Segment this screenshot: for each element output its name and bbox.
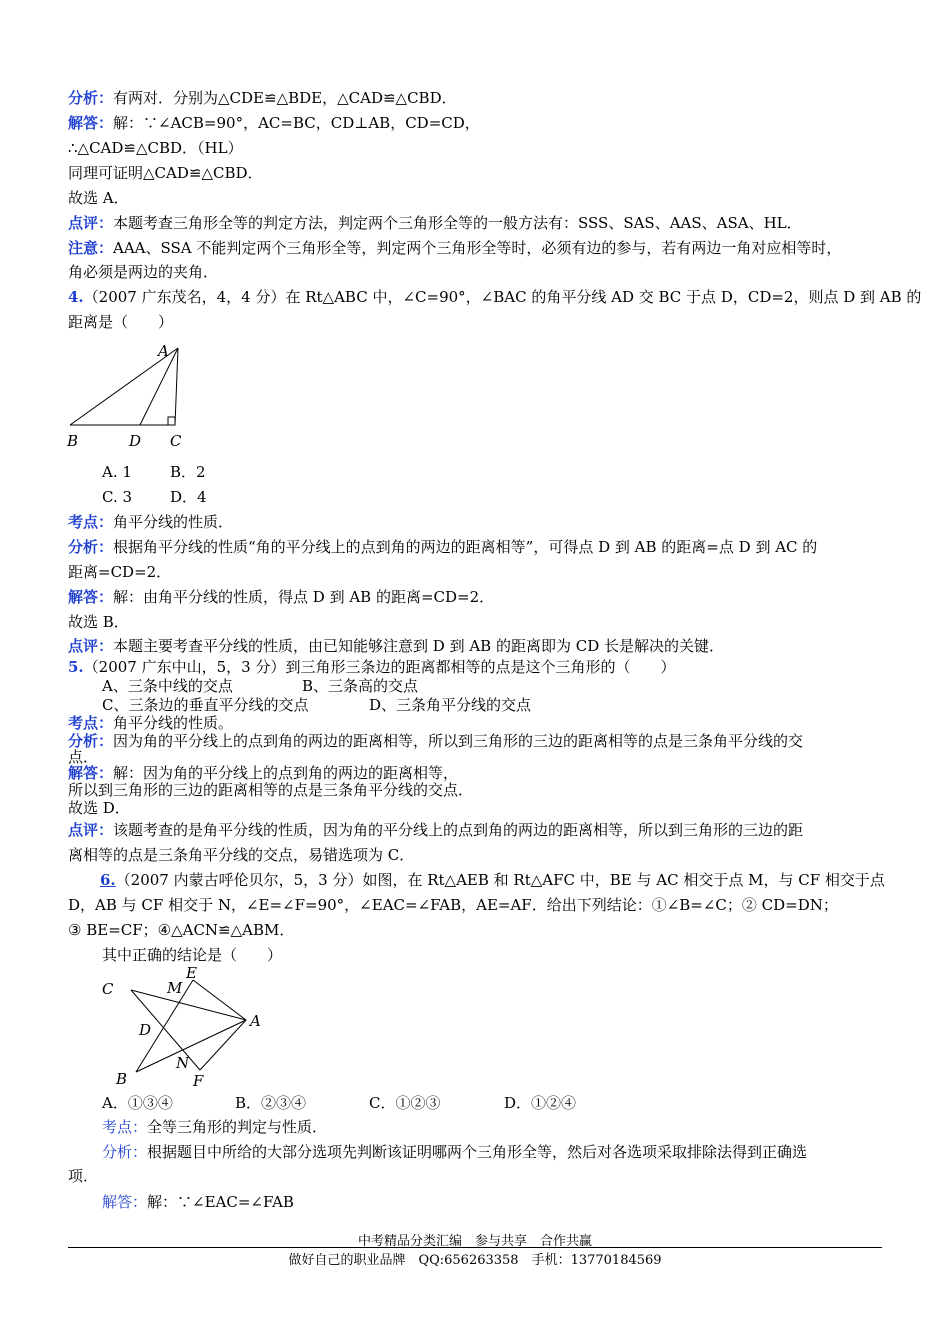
label: 点评： <box>68 214 114 232</box>
q6-stem <box>100 870 885 890</box>
label-d: D <box>129 432 142 450</box>
label: 分析： <box>68 89 114 107</box>
label: 解答： <box>68 764 114 782</box>
text: 项． <box>68 1167 99 1185</box>
label: 解答： <box>102 1193 148 1211</box>
text: 因为角的平分线上的点到角的两边的距离相等，所以到三角形的三边的距离相等的点是三条角平分线的交 <box>113 732 804 750</box>
q5-guxuan <box>68 798 130 818</box>
q4-text-2: 距离是（ ） <box>68 313 174 331</box>
label-n: N <box>176 1054 190 1072</box>
label-d: D <box>139 1021 152 1039</box>
q4-option-d: D．4 <box>170 488 207 506</box>
text: 全等三角形的判定与性质． <box>147 1118 328 1136</box>
q6-kaodian <box>102 1117 327 1137</box>
label-c: C <box>102 980 114 998</box>
q6-stem-2 <box>68 895 838 915</box>
q5-option-a: A、三条中线的交点 <box>102 677 233 695</box>
text: 解：∵∠EAC=∠FAB <box>147 1193 294 1211</box>
q4-option-c: C. 3 <box>102 488 133 506</box>
q5-stem <box>68 657 675 677</box>
q5-dianping-2 <box>68 845 414 865</box>
text: 有两对．分别为△CDE≌△BDE，△CAD≌△CBD． <box>113 89 457 107</box>
text-line <box>68 163 263 183</box>
q5-option-d: D、三条角平分线的交点 <box>369 696 532 714</box>
text: 角必须是两边的夹角． <box>68 263 219 281</box>
label: 分析： <box>68 538 114 556</box>
q6-stem-3 <box>68 920 294 940</box>
label: 解答： <box>68 114 114 132</box>
label-b: B <box>67 432 79 450</box>
comment-line <box>68 213 802 233</box>
q6-fenxi-2 <box>68 1166 98 1186</box>
text: ③ BE=CF；④△ACN≌△ABM． <box>68 921 295 939</box>
q4-option-a: A. 1 <box>102 463 132 481</box>
q5-kaodian <box>68 713 233 733</box>
text: ∴△CAD≌△CBD．（HL） <box>68 139 243 157</box>
analysis-line <box>68 88 457 108</box>
q6-text: （2007 内蒙古呼伦贝尔，5，3 分）如图，在 Rt△AEB 和 Rt△AFC 中，BE 与 AC 相交于点 M，与 CF 相交于点 <box>115 871 885 889</box>
note-line <box>68 238 841 258</box>
q6-number: 6. <box>100 871 116 889</box>
q5-dianping <box>68 820 803 840</box>
q6-option-d: D．①②④ <box>504 1094 577 1112</box>
q4-option-b: B．2 <box>170 463 206 481</box>
label: 点评： <box>68 821 114 839</box>
q5-number: 5. <box>68 658 84 676</box>
q6-option-c: C．①②③ <box>369 1094 441 1112</box>
text: 解：由角平分线的性质，得点 D 到 AB 的距离=CD=2． <box>113 588 495 606</box>
label: 考点： <box>102 1118 148 1136</box>
text-line <box>68 138 243 158</box>
q6-option-a: A．①③④ <box>102 1094 173 1112</box>
q6-jieda <box>102 1192 294 1212</box>
q4-kaodian <box>68 512 233 532</box>
text: 所以到三角形的三边的距离相等的点是三条角平分线的交点． <box>68 781 474 799</box>
label: 解答： <box>68 588 114 606</box>
label: 点评： <box>68 637 114 655</box>
q4-jieda <box>68 587 494 607</box>
q6-option-b: B．②③④ <box>235 1094 307 1112</box>
footer-slogan: 中考精品分类汇编 参与共享 合作共赢 <box>357 1234 592 1249</box>
label-b: B <box>116 1070 128 1088</box>
text: AAA、SSA 不能判定两个三角形全等，判定两个三角形全等时，必须有边的参与，若有两边一角对应相等时， <box>113 239 842 257</box>
text: 角平分线的性质． <box>113 513 234 531</box>
label-a: A <box>250 1012 261 1030</box>
text-line <box>68 262 218 282</box>
label-f: F <box>193 1072 204 1090</box>
q4-figure <box>62 340 202 452</box>
label-m: M <box>167 979 183 997</box>
q4-number: 4. <box>68 288 84 306</box>
answer-line <box>68 113 480 133</box>
q5-jieda-2 <box>68 780 473 800</box>
q4-dianping <box>68 636 724 656</box>
label: 分析： <box>102 1143 148 1161</box>
label-e: E <box>186 964 197 982</box>
q5-option-b: B、三条高的交点 <box>302 677 419 695</box>
label: 考点： <box>68 714 114 732</box>
text: 本题主要考查平分线的性质，由已知能够注意到 D 到 AB 的距离即为 CD 长是解决的关键． <box>113 637 725 655</box>
text: 离相等的点是三条角平分线的交点，易错选项为 C． <box>68 846 415 864</box>
text: 距离=CD=2． <box>68 563 172 581</box>
q5-option-c: C、三条边的垂直平分线的交点 <box>102 696 309 714</box>
text: 解：因为角的平分线上的点到角的两边的距离相等， <box>113 764 459 782</box>
text-line <box>68 188 129 208</box>
text: 根据角平分线的性质“角的平分线上的点到角的两边的距离相等”，可得点 D 到 AB 的距离=点 D 到 AC 的 <box>113 538 818 556</box>
text: 根据题目中所给的大部分选项先判断该证明哪两个三角形全等，然后对各选项采取排除法得到正确选 <box>147 1143 808 1161</box>
q4-fenxi <box>68 537 817 557</box>
q4-fenxi-2 <box>68 562 171 582</box>
label: 注意： <box>68 239 114 257</box>
q5-fenxi <box>68 731 803 751</box>
text: 故选 D． <box>68 799 130 817</box>
text: 同理可证明△CAD≌△CBD． <box>68 164 263 182</box>
label-c: C <box>170 432 182 450</box>
q4-stem-2 <box>68 312 173 332</box>
footer-contact: 做好自己的职业品牌 QQ:656263358 手机：13770184569 <box>288 1253 662 1268</box>
text: 角平分线的性质。 <box>113 714 234 732</box>
q4-stem <box>68 287 921 307</box>
q4-guxuan <box>68 612 129 632</box>
label: 考点： <box>68 513 114 531</box>
q5-text: （2007 广东中山，5，3 分）到三角形三条边的距离都相等的点是这个三角形的（ ） <box>83 658 676 676</box>
text: 解：∵∠ACB=90°，AC=BC，CD⊥AB，CD=CD， <box>113 114 480 132</box>
text: D，AB 与 CF 相交于 N，∠E=∠F=90°，∠EAC=∠FAB，AE=AF．给出下列结论：①∠B=∠C；② CD=DN； <box>68 896 838 914</box>
q4-text: （2007 广东茂名，4，4 分）在 Rt△ABC 中，∠C=90°，∠BAC 的角平分线 AD 交 BC 于点 D，CD=2，则点 D 到 AB 的 <box>83 288 922 306</box>
text: 本题考查三角形全等的判定方法，判定两个三角形全等的一般方法有：SSS、SAS、AAS、ASA、HL． <box>113 214 802 232</box>
text: 故选 A． <box>68 189 129 207</box>
footer-divider <box>68 1247 882 1248</box>
text: 点． <box>68 748 99 766</box>
text: 该题考查的是角平分线的性质，因为角的平分线上的点到角的两边的距离相等，所以到三角形的三边的距 <box>113 821 804 839</box>
label: 分析： <box>68 732 114 750</box>
q6-fenxi <box>102 1142 807 1162</box>
text: 其中正确的结论是（ ） <box>102 946 283 964</box>
q6-figure <box>98 962 268 1090</box>
text: 故选 B． <box>68 613 129 631</box>
label-a: A <box>158 342 169 360</box>
